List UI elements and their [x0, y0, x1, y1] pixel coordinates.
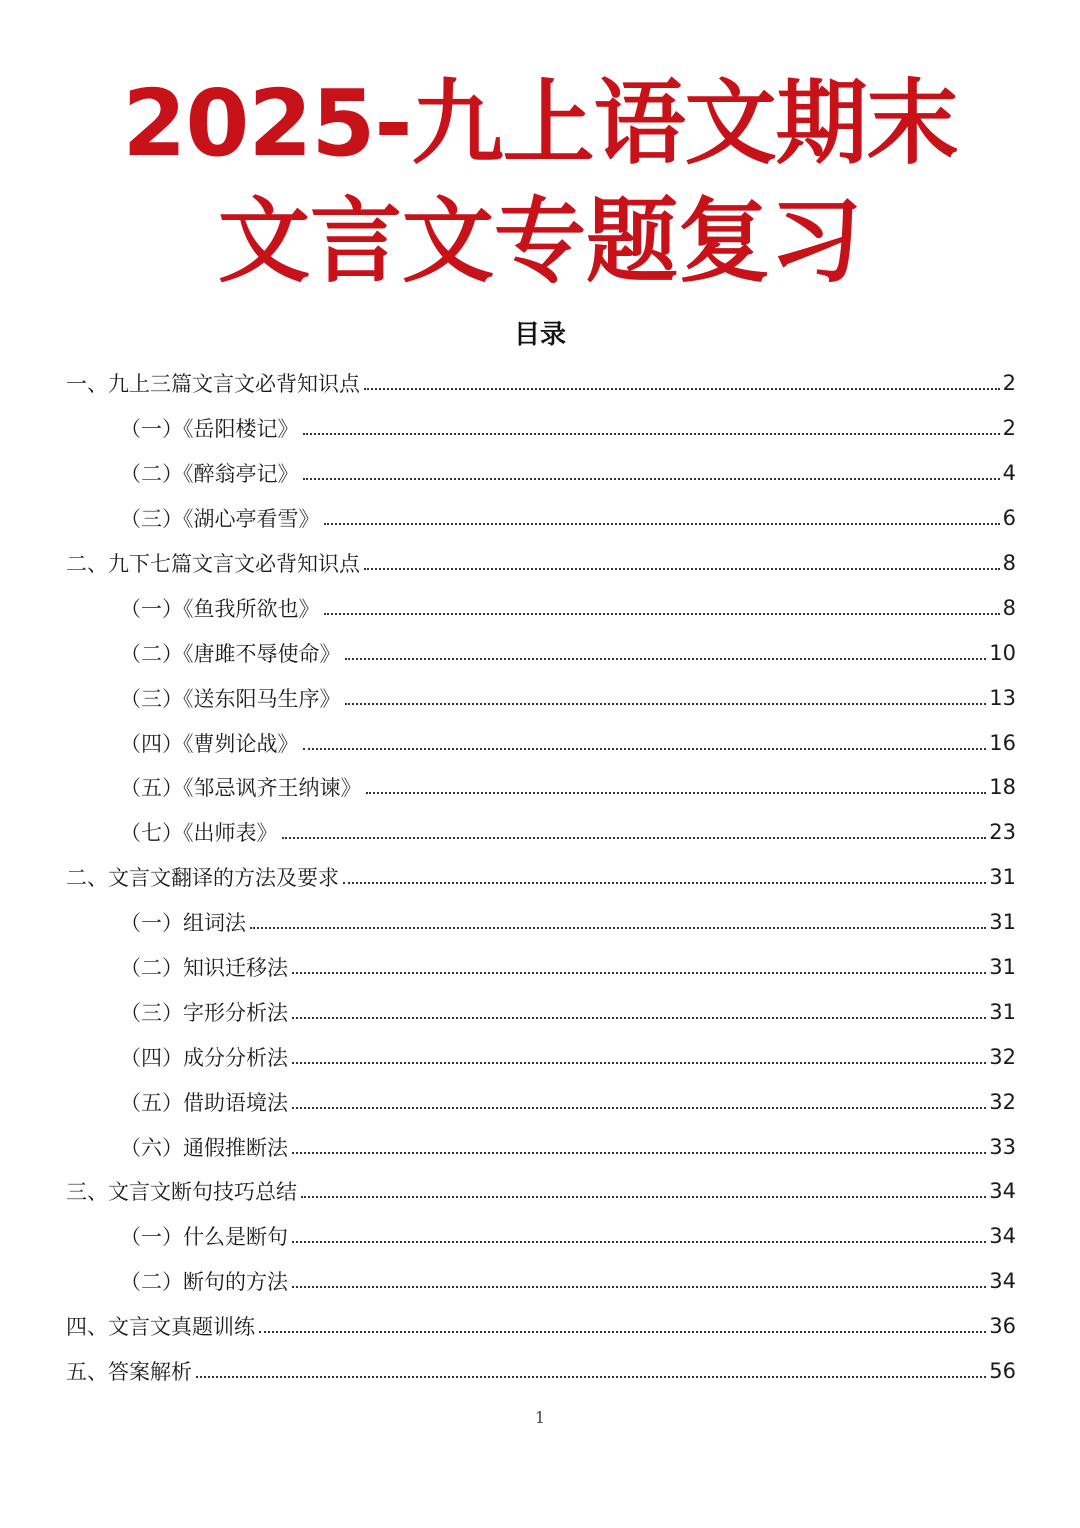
toc-heading: 目录	[513, 320, 566, 350]
toc-entry-label: （一）《鱼我所欲也》	[120, 596, 320, 621]
toc-entry-page-number: 31	[989, 955, 1016, 980]
toc-dot-leader	[366, 792, 987, 794]
toc-entry-label: 二、文言文翻译的方法及要求	[66, 866, 339, 891]
toc-entry-page-number: 31	[989, 999, 1016, 1024]
toc-section-entry[interactable]	[66, 541, 1016, 586]
toc-dot-leader	[250, 927, 986, 929]
toc-entry-page-number: 32	[989, 1089, 1016, 1114]
toc-dot-leader	[345, 703, 987, 705]
toc-entry-page-number: 16	[989, 730, 1016, 755]
toc-dot-leader	[364, 388, 1000, 390]
toc-subsection-entry[interactable]	[66, 1214, 1016, 1259]
toc-entry-label: 五、答案解析	[66, 1360, 192, 1385]
toc-section-entry[interactable]	[66, 361, 1016, 406]
toc-subsection-entry[interactable]	[66, 585, 1016, 630]
toc-section-entry[interactable]	[66, 1304, 1016, 1349]
toc-entry-page-number: 2	[1002, 416, 1016, 441]
toc-entry-page-number: 33	[989, 1134, 1016, 1159]
toc-entry-label: （三）《送东阳马生序》	[120, 686, 341, 711]
toc-dot-leader	[292, 1062, 986, 1064]
toc-dot-leader	[292, 1152, 986, 1154]
toc-subsection-entry[interactable]	[66, 810, 1016, 855]
toc-subsection-entry[interactable]	[66, 1034, 1016, 1079]
toc-entry-label: （四）《曹刿论战》	[120, 731, 299, 756]
toc-entry-page-number: 31	[989, 865, 1016, 890]
toc-dot-leader	[345, 658, 987, 660]
toc-subsection-entry[interactable]	[66, 406, 1016, 451]
toc-entry-label: （三）字形分析法	[120, 1000, 288, 1025]
toc-entry-label: （二）《醉翁亭记》	[120, 462, 299, 487]
toc-section-entry[interactable]	[66, 855, 1016, 900]
toc-section-entry[interactable]	[66, 1169, 1016, 1214]
toc-entry-page-number: 4	[1002, 461, 1016, 486]
toc-entry-label: 四、文言文真题训练	[66, 1315, 255, 1340]
toc-subsection-entry[interactable]	[66, 451, 1016, 496]
toc-dot-leader	[292, 1241, 986, 1243]
toc-entry-label: （七）《出师表》	[120, 821, 278, 846]
toc-entry-label: （二）断句的方法	[120, 1270, 288, 1295]
toc-subsection-entry[interactable]	[66, 1124, 1016, 1169]
toc-entry-page-number: 2	[1002, 371, 1016, 396]
toc-entry-label: 一、九上三篇文言文必背知识点	[66, 372, 360, 397]
toc-dot-leader	[303, 748, 987, 750]
toc-entry-page-number: 34	[989, 1224, 1016, 1249]
toc-entry-label: （一）《岳阳楼记》	[120, 417, 299, 442]
toc-dot-leader	[364, 568, 1000, 570]
toc-subsection-entry[interactable]	[66, 720, 1016, 765]
toc-entry-page-number: 13	[989, 685, 1016, 710]
toc-subsection-entry[interactable]	[66, 900, 1016, 945]
toc-entry-page-number: 34	[989, 1179, 1016, 1204]
toc-dot-leader	[196, 1376, 986, 1378]
toc-entry-page-number: 8	[1002, 551, 1016, 575]
toc-entry-page-number: 31	[989, 910, 1016, 935]
toc-subsection-entry[interactable]	[66, 1079, 1016, 1124]
toc-entry-page-number: 18	[989, 775, 1016, 800]
toc-dot-leader	[303, 433, 1000, 435]
toc-entry-label: （一）组词法	[120, 911, 246, 936]
toc-dot-leader	[282, 837, 987, 839]
toc-subsection-entry[interactable]	[66, 675, 1016, 720]
toc-entry-page-number: 36	[989, 1314, 1016, 1339]
toc-subsection-entry[interactable]	[66, 989, 1016, 1034]
toc-subsection-entry[interactable]	[66, 496, 1016, 541]
toc-section-entry[interactable]	[66, 1349, 1016, 1394]
toc-entry-page-number: 23	[989, 820, 1016, 845]
toc-entry-label: （二）知识迁移法	[120, 956, 288, 981]
toc-entry-page-number: 56	[989, 1359, 1016, 1384]
toc-dot-leader	[292, 1286, 986, 1288]
toc-entry-page-number: 32	[989, 1044, 1016, 1069]
page-number: 1	[534, 1408, 546, 1427]
toc-dot-leader	[292, 1107, 986, 1109]
toc-entry-label: （五）借助语境法	[120, 1090, 288, 1115]
toc-subsection-entry[interactable]	[66, 1259, 1016, 1304]
toc-dot-leader	[292, 972, 986, 974]
document-title-line-1: 2025-九上语文期末	[122, 70, 958, 177]
toc-entry-label: （一）什么是断句	[120, 1225, 288, 1250]
toc-subsection-entry[interactable]	[66, 945, 1016, 990]
toc-dot-leader	[301, 1196, 986, 1198]
toc-entry-label: 三、文言文断句技巧总结	[66, 1180, 297, 1205]
toc-entry-page-number: 6	[1002, 506, 1016, 531]
table-of-contents	[66, 361, 1016, 1393]
toc-entry-label: 二、九下七篇文言文必背知识点	[66, 552, 360, 576]
toc-dot-leader	[343, 882, 986, 884]
toc-entry-page-number: 34	[989, 1269, 1016, 1294]
toc-entry-label: （四）成分分析法	[120, 1045, 288, 1070]
toc-dot-leader	[324, 613, 1000, 615]
toc-entry-label: （二）《唐雎不辱使命》	[120, 641, 341, 666]
toc-entry-label: （六）通假推断法	[120, 1135, 288, 1160]
toc-subsection-entry[interactable]	[66, 765, 1016, 810]
toc-dot-leader	[292, 1017, 986, 1019]
toc-entry-label: （五）《邹忌讽齐王纳谏》	[120, 776, 362, 801]
toc-dot-leader	[303, 478, 1000, 480]
document-title-line-2: 文言文专题复习	[217, 188, 862, 295]
toc-entry-page-number: 8	[1002, 595, 1016, 620]
toc-dot-leader	[259, 1331, 986, 1333]
toc-dot-leader	[324, 523, 1000, 525]
toc-subsection-entry[interactable]	[66, 630, 1016, 675]
toc-entry-page-number: 10	[989, 640, 1016, 665]
toc-entry-label: （三）《湖心亭看雪》	[120, 507, 320, 532]
